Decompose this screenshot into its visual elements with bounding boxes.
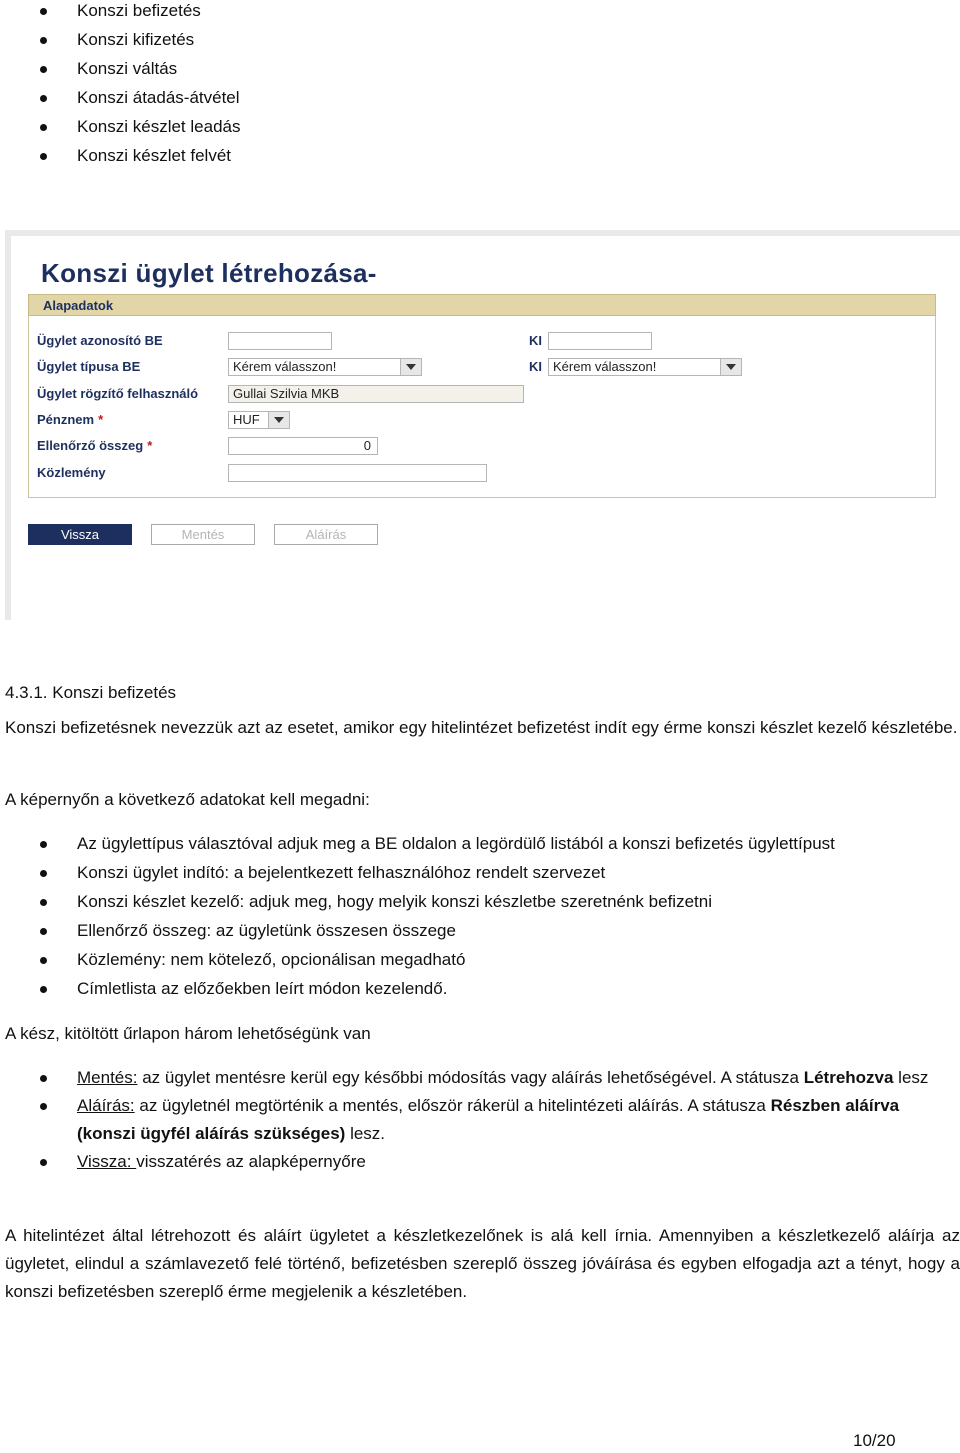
list-item [40,949,960,978]
list-item [40,116,240,145]
currency-select[interactable] [228,411,290,429]
currency-value: HUF [233,412,260,427]
list-item-text: Konszi készlet kezelő: adjuk meg, hogy melyik konszi készletbe szeretnénk befizetni [77,892,712,911]
option-term: Mentés: [77,1068,138,1087]
bullet-icon [40,1075,47,1082]
label-checksum-text: Ellenőrző összeg [37,438,144,453]
bullet-icon [40,153,47,160]
list-item-text: Címletlista az előzőekben leírt módon kezelendő. [77,979,448,998]
section-title: Alapadatok [43,298,114,313]
option-term: Vissza: [77,1152,137,1171]
bullet-icon [40,870,47,877]
option-tail: lesz. [345,1124,386,1143]
options-bullet-list [40,1064,960,1176]
bullet-icon [40,928,47,935]
label-transaction-id: Ügylet azonosító BE [37,333,163,348]
form-title: Konszi ügylet létrehozása- [41,258,377,288]
bullet-icon [40,124,47,131]
bullet-icon [40,1103,47,1110]
required-mark: * [147,438,153,453]
bullet-icon [40,899,47,906]
bullet-icon [40,841,47,848]
section-heading: 4.3.1. Konszi befizetés [5,683,177,702]
label-currency [37,412,103,427]
list-item-text: Konszi befizetés [77,1,201,20]
list-item [40,1092,960,1148]
list-item-text: Az ügylettípus választóval adjuk meg a BE oldalon a legördülő listából a konszi befizetés ügylettípust [77,834,835,853]
list-item-text: Konszi ügylet indító: a bejelentkezett felhasználóhoz rendelt szervezet [77,863,606,882]
ki-id-input[interactable] [548,332,652,350]
chevron-down-icon [720,359,741,375]
label-checksum [37,438,152,453]
list-item [40,833,960,862]
options-intro: A kész, kitöltött űrlapon három lehetőségünk van [5,1024,371,1043]
page-number: 10/20 [853,1431,896,1450]
bullet-icon [40,37,47,44]
bullet-icon [40,8,47,15]
bullet-icon [40,1159,47,1166]
sign-button[interactable]: Aláírás [274,524,378,545]
list-item-text: Konszi átadás-átvétel [77,88,240,107]
label-note: Közlemény [37,465,106,480]
bullet-icon [40,95,47,102]
bullet-icon [40,986,47,993]
label-ki-1: KI [529,333,542,348]
chevron-down-icon [268,412,289,428]
option-text: az ügylet mentésre kerül egy későbbi módosítás vagy aláírás lehetőségével. A státusza [137,1068,804,1087]
top-bullet-list [40,0,240,174]
required-mark: * [98,412,104,427]
bullet-icon [40,66,47,73]
back-button[interactable]: Vissza [28,524,132,545]
save-button[interactable]: Mentés [151,524,255,545]
label-recording-user: Ügylet rögzítő felhasználó [37,386,199,401]
section-header [28,294,936,316]
list-item [40,1064,960,1092]
label-transaction-type: Ügylet típusa BE [37,359,141,374]
intro-paragraph: Konszi befizetésnek nevezzük azt az esetet, amikor egy hitelintézet befizetést indít egy érme konszi készlet kezelő készletébe. [5,718,958,737]
list-item [40,920,960,949]
list-item [40,0,240,29]
transaction-id-input[interactable] [228,332,332,350]
ki-type-value: Kérem válasszon! [553,359,657,374]
list-item [40,1148,960,1176]
list-item [40,891,960,920]
closing-paragraph: A hitelintézet által létrehozott és aláírt ügyletet a készletkezelőnek is alá kell írnia. Amennyiben a készletkezelő aláírja az ügyletet, elindul a számlavezető felé történő, befizetésben szereplő összeg jóváírása és egyben elfogadja azt a tényt, hogy a konszi befizetésben szereplő érme megjelenik a készletében. [5,1226,960,1301]
list-item-text: Konszi készlet felvét [77,146,232,165]
option-term: Aláírás: [77,1096,135,1115]
option-text: az ügyletnél megtörténik a mentés, először rákerül a hitelintézeti aláírás. A státusza [134,1096,771,1115]
list-item-text: Konszi váltás [77,59,178,78]
note-input[interactable] [228,464,487,482]
option-status: Létrehozva [803,1068,894,1087]
option-tail: lesz [893,1068,929,1087]
screen-intro: A képernyőn a következő adatokat kell megadni: [5,790,370,809]
recording-user-field: Gullai Szilvia MKB [228,385,524,403]
bullet-icon [40,957,47,964]
list-item-text: Konszi kifizetés [77,30,195,49]
transaction-type-select[interactable] [228,358,422,376]
list-item [40,87,240,116]
transaction-type-value: Kérem válasszon! [233,359,337,374]
list-item-text: Konszi készlet leadás [77,117,241,136]
ki-type-select[interactable] [548,358,742,376]
list-item-text: Ellenőrző összeg: az ügyletünk összesen összege [77,921,456,940]
list-item [40,862,960,891]
list-item [40,58,240,87]
chevron-down-icon [400,359,421,375]
label-currency-text: Pénznem [37,412,95,427]
label-ki-2: KI [529,359,542,374]
list-item-text: Közlemény: nem kötelező, opcionálisan megadható [77,950,466,969]
fields-bullet-list [40,833,960,1007]
list-item [40,29,240,58]
list-item [40,145,240,174]
list-item [40,978,960,1007]
form-screenshot [5,230,960,620]
option-text: visszatérés az alapképernyőre [136,1152,366,1171]
checksum-input[interactable]: 0 [228,437,378,455]
option-status: Részben aláírva (konszi ügyfél aláírás szükséges) [77,1096,900,1143]
